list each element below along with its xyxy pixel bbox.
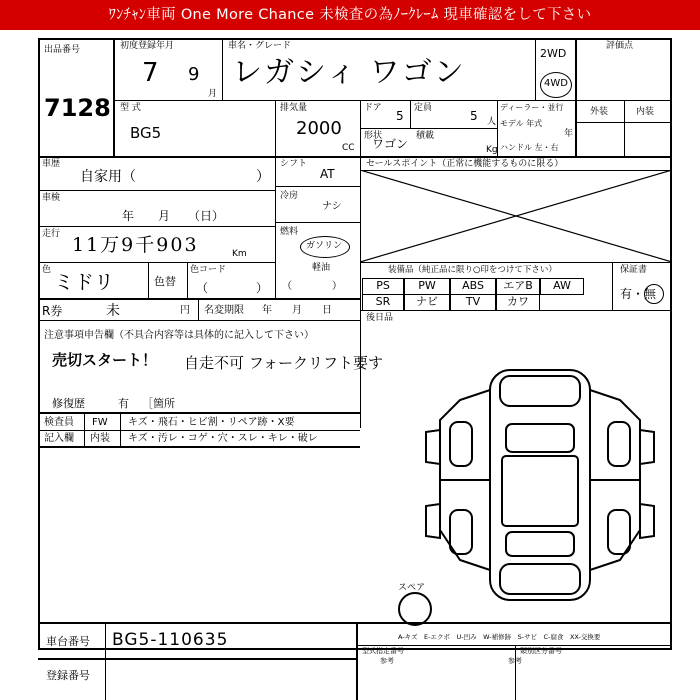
history-label: 車歴: [42, 159, 61, 169]
inspection-label: 車検: [42, 193, 61, 203]
recycle-value: 未: [106, 303, 120, 319]
cooler-label: 冷房: [280, 191, 299, 201]
equipment-item: TV: [450, 294, 496, 311]
car-damage-diagram: [420, 360, 660, 620]
equipment-item: エアB: [496, 278, 540, 295]
exterior-label: 外装: [590, 107, 609, 117]
car-name: レガシィ ワゴン: [232, 55, 466, 90]
doors-label: ドア: [364, 103, 382, 113]
shape-label: 形状: [364, 131, 383, 141]
fuel-paren: （ ）: [282, 281, 342, 292]
color-code-paren: （ ）: [196, 281, 269, 295]
year-unit: 年: [564, 129, 574, 139]
capacity-label: 定員: [414, 103, 433, 113]
yen-unit: 円: [180, 305, 190, 316]
int-text: キズ・汚レ・コゲ・穴・スレ・キレ・破レ: [128, 433, 318, 444]
repaint-label: 色替: [154, 275, 176, 288]
km-unit: Km: [232, 249, 247, 259]
car-name-label: 車名・グレード: [228, 41, 292, 51]
name-change-label: 名変期限: [204, 305, 244, 316]
cooler-value: ナシ: [322, 201, 342, 212]
cc-unit: CC: [342, 143, 355, 153]
first-reg-month: 9: [188, 64, 200, 85]
equipment-item: SR: [362, 294, 404, 311]
model-label: 型 式: [120, 103, 141, 113]
model-year-label: モデル 年式: [500, 119, 543, 128]
color-code-label: 色コード: [190, 265, 227, 275]
color-label: 色: [42, 265, 52, 275]
equipment-item: PW: [404, 278, 450, 295]
reg-number-label: 登録番号: [46, 669, 90, 682]
displacement-label: 排気量: [280, 103, 308, 113]
month-unit: 月: [208, 89, 218, 99]
lot-number: 7128: [44, 94, 111, 122]
equipment-item: カワ: [496, 294, 540, 311]
warranty-none-circle: [644, 284, 664, 304]
sales-point-cross: [360, 170, 672, 262]
cert-ref: 参考: [380, 657, 394, 665]
equipment-label: 装備品（純正品に限り○印をつけて下さい）: [388, 265, 557, 275]
shift-value: AT: [320, 167, 335, 181]
notes-main: 売切スタート！: [52, 351, 158, 369]
lot-label: 出品番号: [44, 45, 81, 55]
doors-value: 5: [396, 109, 404, 123]
drive-2wd: 2WD: [540, 47, 567, 60]
chassis-value: BG5-110635: [112, 630, 229, 650]
mileage-label: 走行: [42, 229, 61, 239]
recycle-label: R券: [42, 304, 63, 318]
first-reg-label: 初度登録年月: [120, 41, 175, 51]
int-label: 内装: [90, 433, 110, 444]
name-change-value: 年 月 日: [262, 305, 332, 316]
aftermarket-label: 後日品: [366, 313, 394, 323]
chassis-label: 車台番号: [46, 635, 90, 648]
repair-area: ［箇所: [142, 397, 175, 410]
first-reg-year: 7: [142, 58, 159, 88]
load-label: 積載: [416, 131, 435, 141]
equipment-item: AW: [540, 278, 584, 295]
warranty-label: 保証書: [620, 265, 648, 275]
legend-codes: A-キズ E-エクボ U-凹み W-補修跡 S-サビ C-腐食 XX-交換要: [398, 633, 601, 641]
history-close: ）: [256, 169, 270, 185]
model-value: BG5: [130, 124, 162, 142]
inspector-label: 検査員: [44, 417, 74, 428]
notes-label: 注意事項申告欄（不具合内容等は具体的に記入して下さい）: [44, 330, 314, 341]
shape-value: ワゴン: [372, 137, 409, 151]
color-value: ミドリ: [54, 270, 114, 294]
grade-box-label: 評価点: [606, 41, 634, 51]
displacement-value: 2000: [296, 118, 342, 139]
warranty-value: 有・無: [620, 287, 657, 301]
inspection-date: 年 月 （日）: [122, 209, 225, 223]
drive-4wd: 4WD: [544, 78, 568, 89]
handle-label: ハンドル 左・右: [500, 143, 559, 152]
spare-tire-circle: [398, 592, 432, 626]
mileage-value: 11万9千903: [72, 234, 199, 256]
interior-label: 内装: [636, 107, 655, 117]
fw-label: FW: [92, 417, 108, 428]
fuel-gas: ガソリン: [306, 241, 343, 251]
sales-point-label: セールスポイント（正常に機能するものに限る）: [366, 159, 564, 169]
equipment-item: PS: [362, 278, 404, 295]
entry-label: 記入欄: [44, 433, 74, 444]
class-label: 類別区分番号: [520, 647, 562, 655]
fuel-diesel: 軽油: [312, 263, 331, 273]
cert-label: 型式指定番号: [362, 647, 404, 655]
repair-label: 修復歴: [52, 397, 85, 410]
spare-label: スペア: [398, 583, 426, 593]
capacity-value: 5: [470, 109, 478, 123]
dealer-label: ディーラー・並行: [500, 103, 564, 112]
warning-banner: ﾜﾝﾁｬﾝ車両 One More Chance 未検査の為ﾉｰｸﾚｰﾑ 現車確認をして下さい: [0, 0, 700, 30]
person-unit: 人: [487, 117, 497, 127]
equipment-item: ナビ: [404, 294, 450, 311]
class-ref: 参考: [508, 657, 522, 665]
notes-handwritten: 自走不可 フォークリフト要す: [184, 354, 384, 372]
fw-text: キズ・飛石・ヒビ割・リペア跡・X要: [128, 417, 295, 428]
fuel-label: 燃料: [280, 227, 299, 237]
shift-label: シフト: [280, 159, 308, 169]
history-value: 自家用（: [80, 169, 136, 185]
kg-unit: Kg: [486, 145, 498, 155]
equipment-item: ABS: [450, 278, 496, 295]
repair-value: 有: [118, 397, 129, 410]
